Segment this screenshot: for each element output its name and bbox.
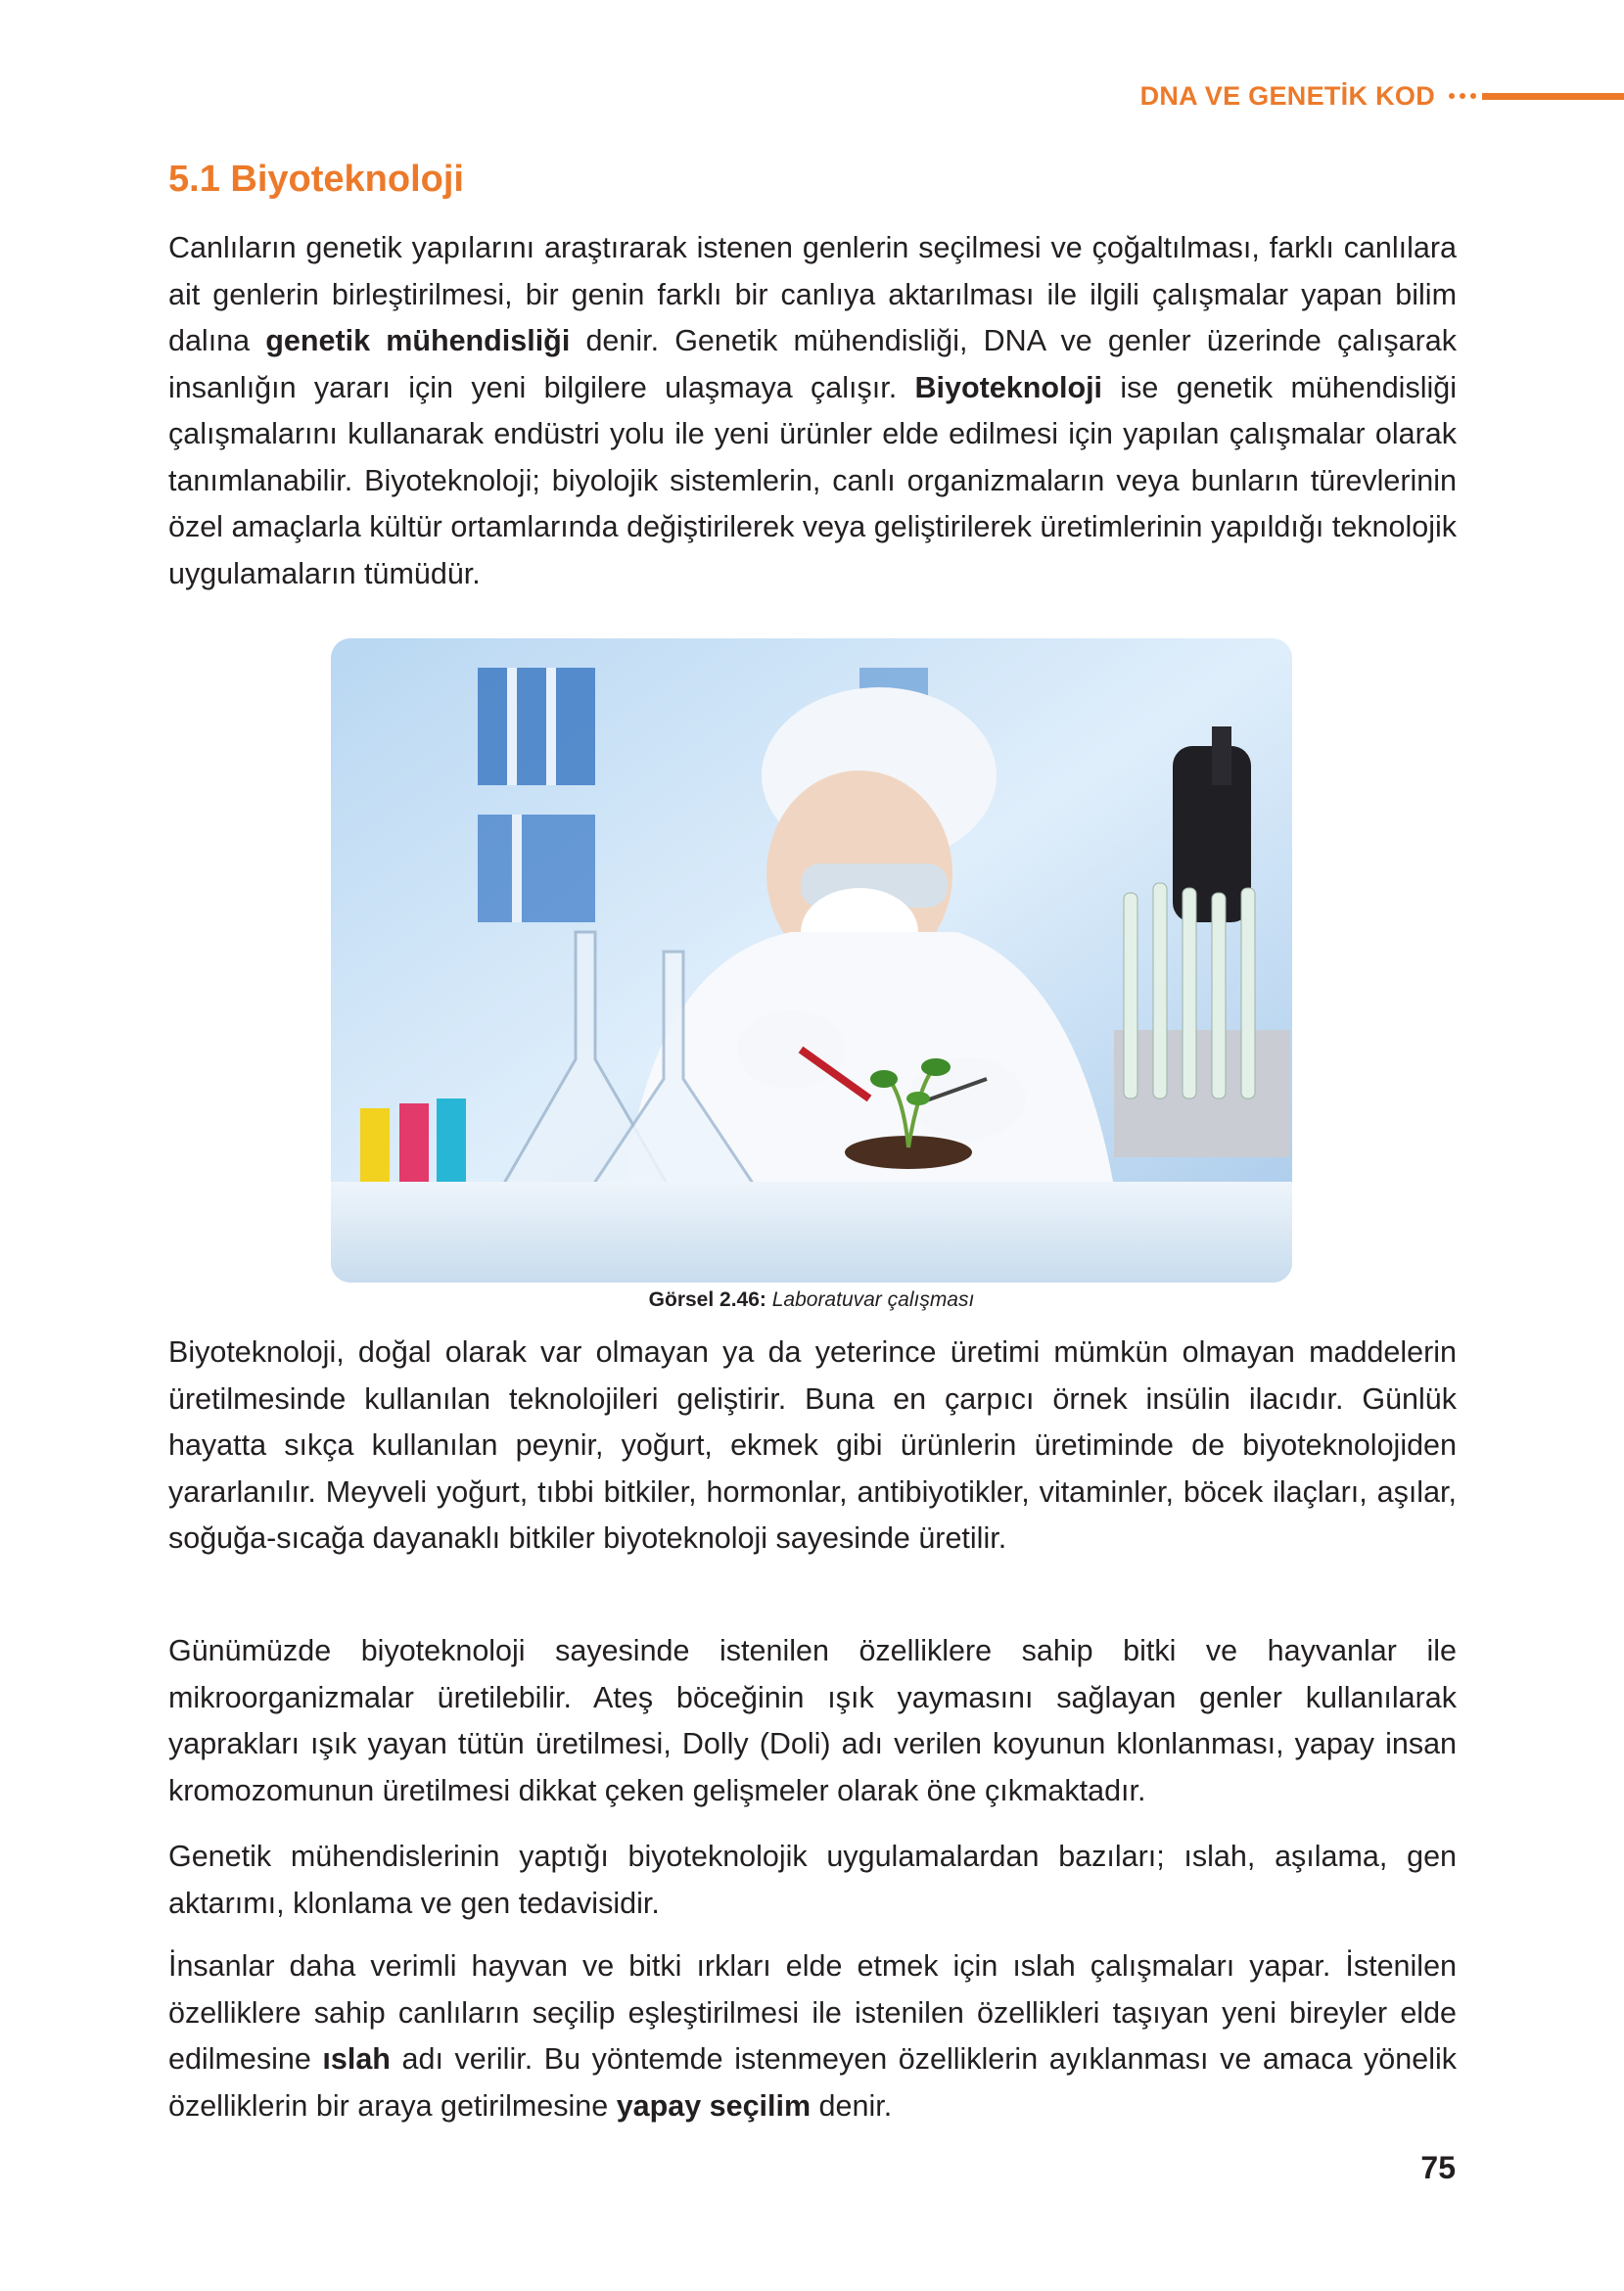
- text-run: adı verilir. Bu yöntemde istenmeyen özelliklerin ayıklanması ve amaca yönelik özelliklerin bir araya getirilmesine: [168, 2042, 1457, 2123]
- paragraph-applications: Genetik mühendislerinin yaptığı biyoteknolojik uygulamalardan bazıları; ıslah, aşılama, gen aktarımı, klonlama ve gen tedavisidir.: [168, 1840, 1457, 1920]
- header-dots-ornament: [1449, 93, 1476, 99]
- paragraph-breeding: [168, 1943, 1457, 2129]
- paragraph-biotech-products: Biyoteknoloji, doğal olarak var olmayan ya da yeterince üretimi mümkün olmayan maddelerin üretilmesinde kullanılan teknolojileri geliştirir. Buna en çarpıcı örnek insülin ilacıdır. Günlük hayatta sıkça kullanılan peynir, yoğurt, ekmek gibi ürünlerin üretiminde de biyoteknolojiden yararlanılır. Meyveli yoğurt, tıbbi bitkiler, hormonlar, antibiyotikler, vitaminler, böcek ilaçları, aşılar, soğuğa-sıcağa dayanaklı bitkiler biyoteknoloji sayesinde üretilir.: [168, 1335, 1457, 1555]
- figure-caption: [331, 1288, 1292, 1312]
- paragraph-modern-developments: Günümüzde biyoteknoloji sayesinde istenilen özelliklere sahip bitki ve hayvanlar ile mikroorganizmalar üretilebilir. Ateş böceğinin ışık yaymasını sağlayan genler kullanılarak yaprakları ışık yayan tütün üretilmesi, Dolly (Doli) adı verilen koyunun klonlanması, yapay insan kromozomunun üretilmesi dikkat çeken gelişmeler olarak öne çıkmaktadır.: [168, 1634, 1457, 1807]
- text-run: ise genetik mühendisliği çalışmalarını kullanarak endüstri yolu ile yeni ürünler elde edilmesi için yapılan çalışmalar olarak tanımlanabilir. Biyoteknoloji; biyolojik sistemlerin, canlı organizmaların veya bunların türevlerinin özel amaçlarla kültür ortamlarında değiştirilerek veya geliştirilerek üretimlerinin yapıldığı teknolojik uygulamaların tümüdür.: [168, 370, 1457, 590]
- lab-photo: [331, 638, 1292, 1283]
- page-number: 75: [1420, 2150, 1456, 2185]
- text-run: Canlıların genetik yapılarını araştırarak istenen genlerin seçilmesi ve çoğaltılması, farklı canlılara ait genlerin birleştirilmesi, bir genin farklı bir canlıya aktarılması ile ilgili çalışmalar yapan bilim dalına: [168, 231, 1457, 357]
- text-run: denir. Genetik mühendisliği, DNA ve genler üzerinde çalışarak insanlığın yararı için yeni bilgilere ulaşmaya çalışır.: [168, 324, 1457, 404]
- caption-text: Laboratuvar çalışması: [766, 1288, 975, 1311]
- text-run: denir.: [811, 2088, 893, 2123]
- term-genetic-engineering: genetik mühendisliği: [265, 324, 571, 357]
- section-title: 5.1 Biyoteknoloji: [168, 159, 464, 200]
- running-header: [1140, 76, 1624, 116]
- term-breeding: ıslah: [322, 2042, 391, 2076]
- text-run: İnsanlar daha verimli hayvan ve bitki ırkları elde etmek için ıslah çalışmaları yapar. İstenilen özelliklere sahip canlıların seçilip eşleştirilmesi ile istenilen özellikleri taşıyan yeni bireyler elde edilmesine: [168, 1949, 1457, 2076]
- paragraph-genetic-engineering: [168, 225, 1457, 597]
- header-rule: [1482, 93, 1624, 100]
- term-biotechnology: Biyoteknoloji: [914, 370, 1103, 404]
- caption-label: Görsel 2.46:: [648, 1288, 766, 1311]
- chapter-title: DNA VE GENETİK KOD: [1139, 80, 1435, 111]
- term-artificial-selection: yapay seçilim: [616, 2088, 812, 2123]
